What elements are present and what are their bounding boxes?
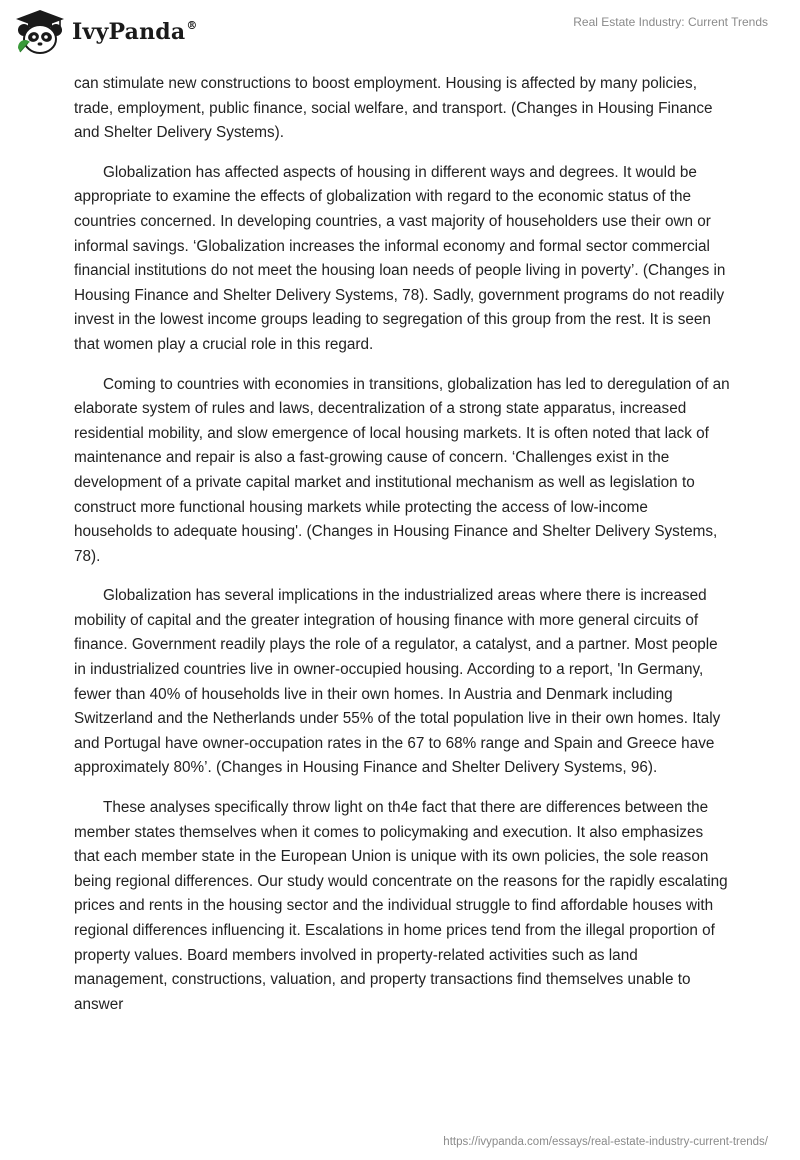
panda-logo-icon [14, 8, 66, 58]
page-header [0, 0, 800, 66]
brand-name: IvyPanda® [72, 18, 198, 45]
paragraph: Globalization has several implications in the industrialized areas where there is increased mobility of capital and the greater integration of housing finance with more general circuits of finance. Government readily plays the role of a regulator, a catalyst, and a partner. Most people in industrialized countries live in owner-occupied housing. According to a report, 'In Germany, fewer than 40% of households live in their own homes. In Austria and Denmark including Switzerland and the Netherlands under 55% of the total population live in their own homes. Italy and Portugal have owner-occupation rates in the 67 to 68% range and Spain and Greece have approximately 80%’. (Changes in Housing Finance and Shelter Delivery Systems, 96). [74, 587, 721, 777]
paragraph: Globalization has affected aspects of housing in different ways and degrees. It would be appropriate to examine the effects of globalization with regard to the economic status of the countries concerned. In developing countries, a vast majority of householders use their own or informal savings. ‘Globalization increases the informal economy and formal sector commercial financial institutions do not meet the housing loan needs of people living in poverty’. (Changes in Housing Finance and Shelter Delivery Systems, 78). Sadly, government programs do not readily invest in the lowest income groups leading to segregation of this group from the rest. It is seen that women play a crucial role in this regard. [74, 163, 726, 353]
source-url[interactable]: https://ivypanda.com/essays/real-estate-industry-current-trends/ [443, 1136, 768, 1148]
document-title: Real Estate Industry: Current Trends [573, 15, 768, 29]
ivypanda-logo[interactable] [14, 8, 198, 58]
paragraph: Coming to countries with economies in transitions, globalization has led to deregulation of an elaborate system of rules and laws, decentralization of a strong state apparatus, increased residential mobility, and slow emergence of local housing markets. It is often noted that lack of maintenance and repair is also a fast-growing cause of concern. ‘Challenges exist in the development of a private capital market and institutional mechanism as well as legislation to construct more functional housing markets while protecting the access of low-income households to adequate housing'. (Changes in Housing Finance and Shelter Delivery Systems, 78). [74, 375, 730, 565]
essay-body [74, 72, 730, 1032]
paragraph: can stimulate new constructions to boost employment. Housing is affected by many policies, trade, employment, public finance, social welfare, and transport. (Changes in Housing Finance and Shelter Delivery Systems). [74, 75, 713, 142]
paragraph: These analyses specifically throw light on th4e fact that there are differences between the member states themselves when it comes to policymaking and execution. It also emphasizes that each member state in the European Union is unique with its own policies, the sole reason being regional differences. Our study would concentrate on the reasons for the rapidly escalating prices and rents in the housing sector and the individual struggle to find affordable houses with regional differences influencing it. Escalations in home prices tend from the illegal proportion of property values. Board members involved in property-related activities such as land management, constructions, valuation, and property transactions find themselves unable to answer [74, 799, 728, 1013]
